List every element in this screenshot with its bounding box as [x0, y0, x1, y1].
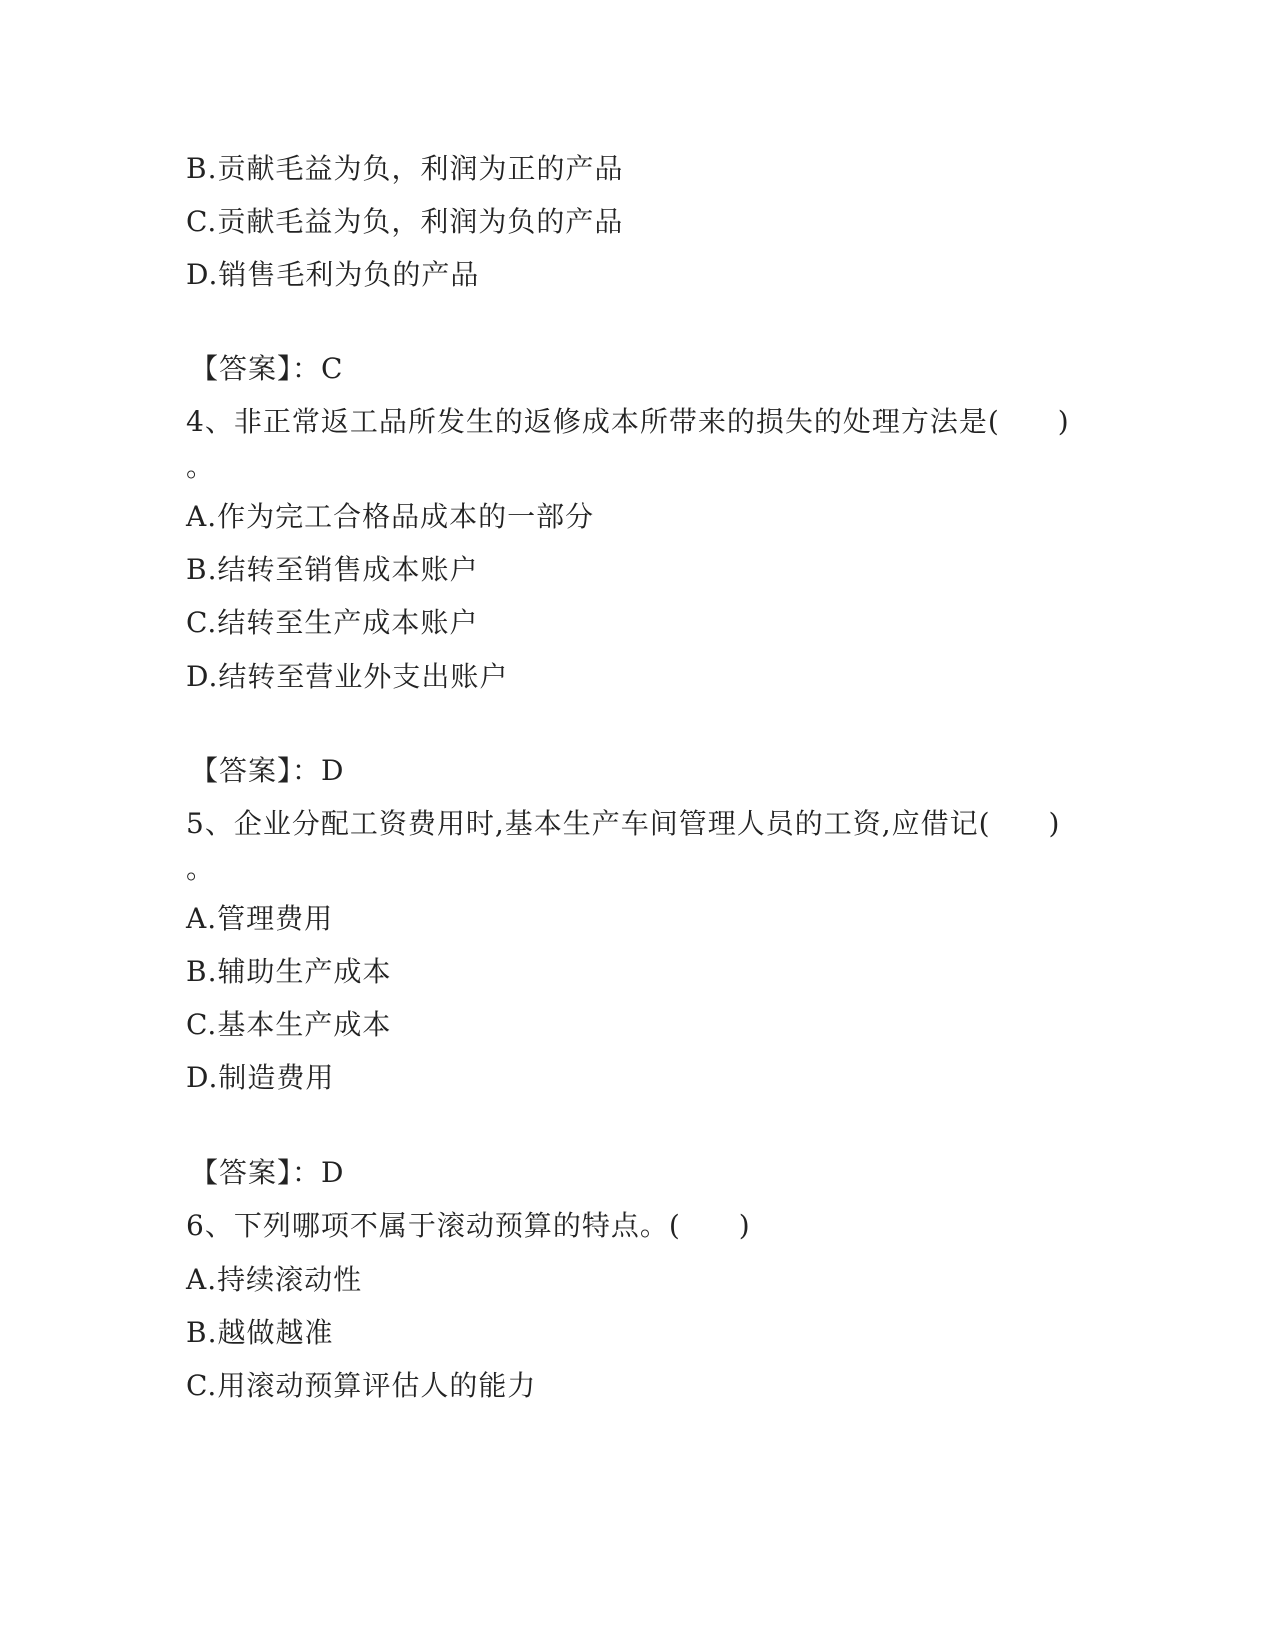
option-text: B.贡献毛益为负，利润为正的产品	[186, 152, 624, 185]
question-stem: 6、下列哪项不属于滚动预算的特点。( )	[186, 1209, 751, 1242]
option-text: D.制造费用	[186, 1061, 335, 1094]
question-stem: 4、非正常返工品所发生的返修成本所带来的损失的处理方法是( )	[186, 405, 1070, 438]
option-text: C.结转至生产成本账户	[186, 606, 479, 639]
option-text: A.管理费用	[186, 902, 334, 935]
question-stem: 5、企业分配工资费用时,基本生产车间管理人员的工资,应借记( )	[186, 807, 1061, 840]
option-text: A.作为完工合格品成本的一部分	[186, 500, 595, 533]
answer-line: 【答案】：C	[190, 352, 344, 385]
answer-line: 【答案】：D	[190, 754, 345, 787]
option-text: B.结转至销售成本账户	[186, 553, 479, 586]
question-stem-end: 。	[186, 852, 216, 885]
option-text: B.辅助生产成本	[186, 955, 392, 988]
option-text: C.基本生产成本	[186, 1008, 392, 1041]
option-text: A.持续滚动性	[186, 1263, 363, 1296]
question-stem-end: 。	[186, 450, 216, 483]
option-text: B.越做越准	[186, 1316, 334, 1349]
answer-line: 【答案】：D	[190, 1156, 345, 1189]
option-text: D.销售毛利为负的产品	[186, 258, 480, 291]
option-text: D.结转至营业外支出账户	[186, 660, 509, 693]
option-text: C.贡献毛益为负，利润为负的产品	[186, 205, 624, 238]
option-text: C.用滚动预算评估人的能力	[186, 1369, 537, 1402]
